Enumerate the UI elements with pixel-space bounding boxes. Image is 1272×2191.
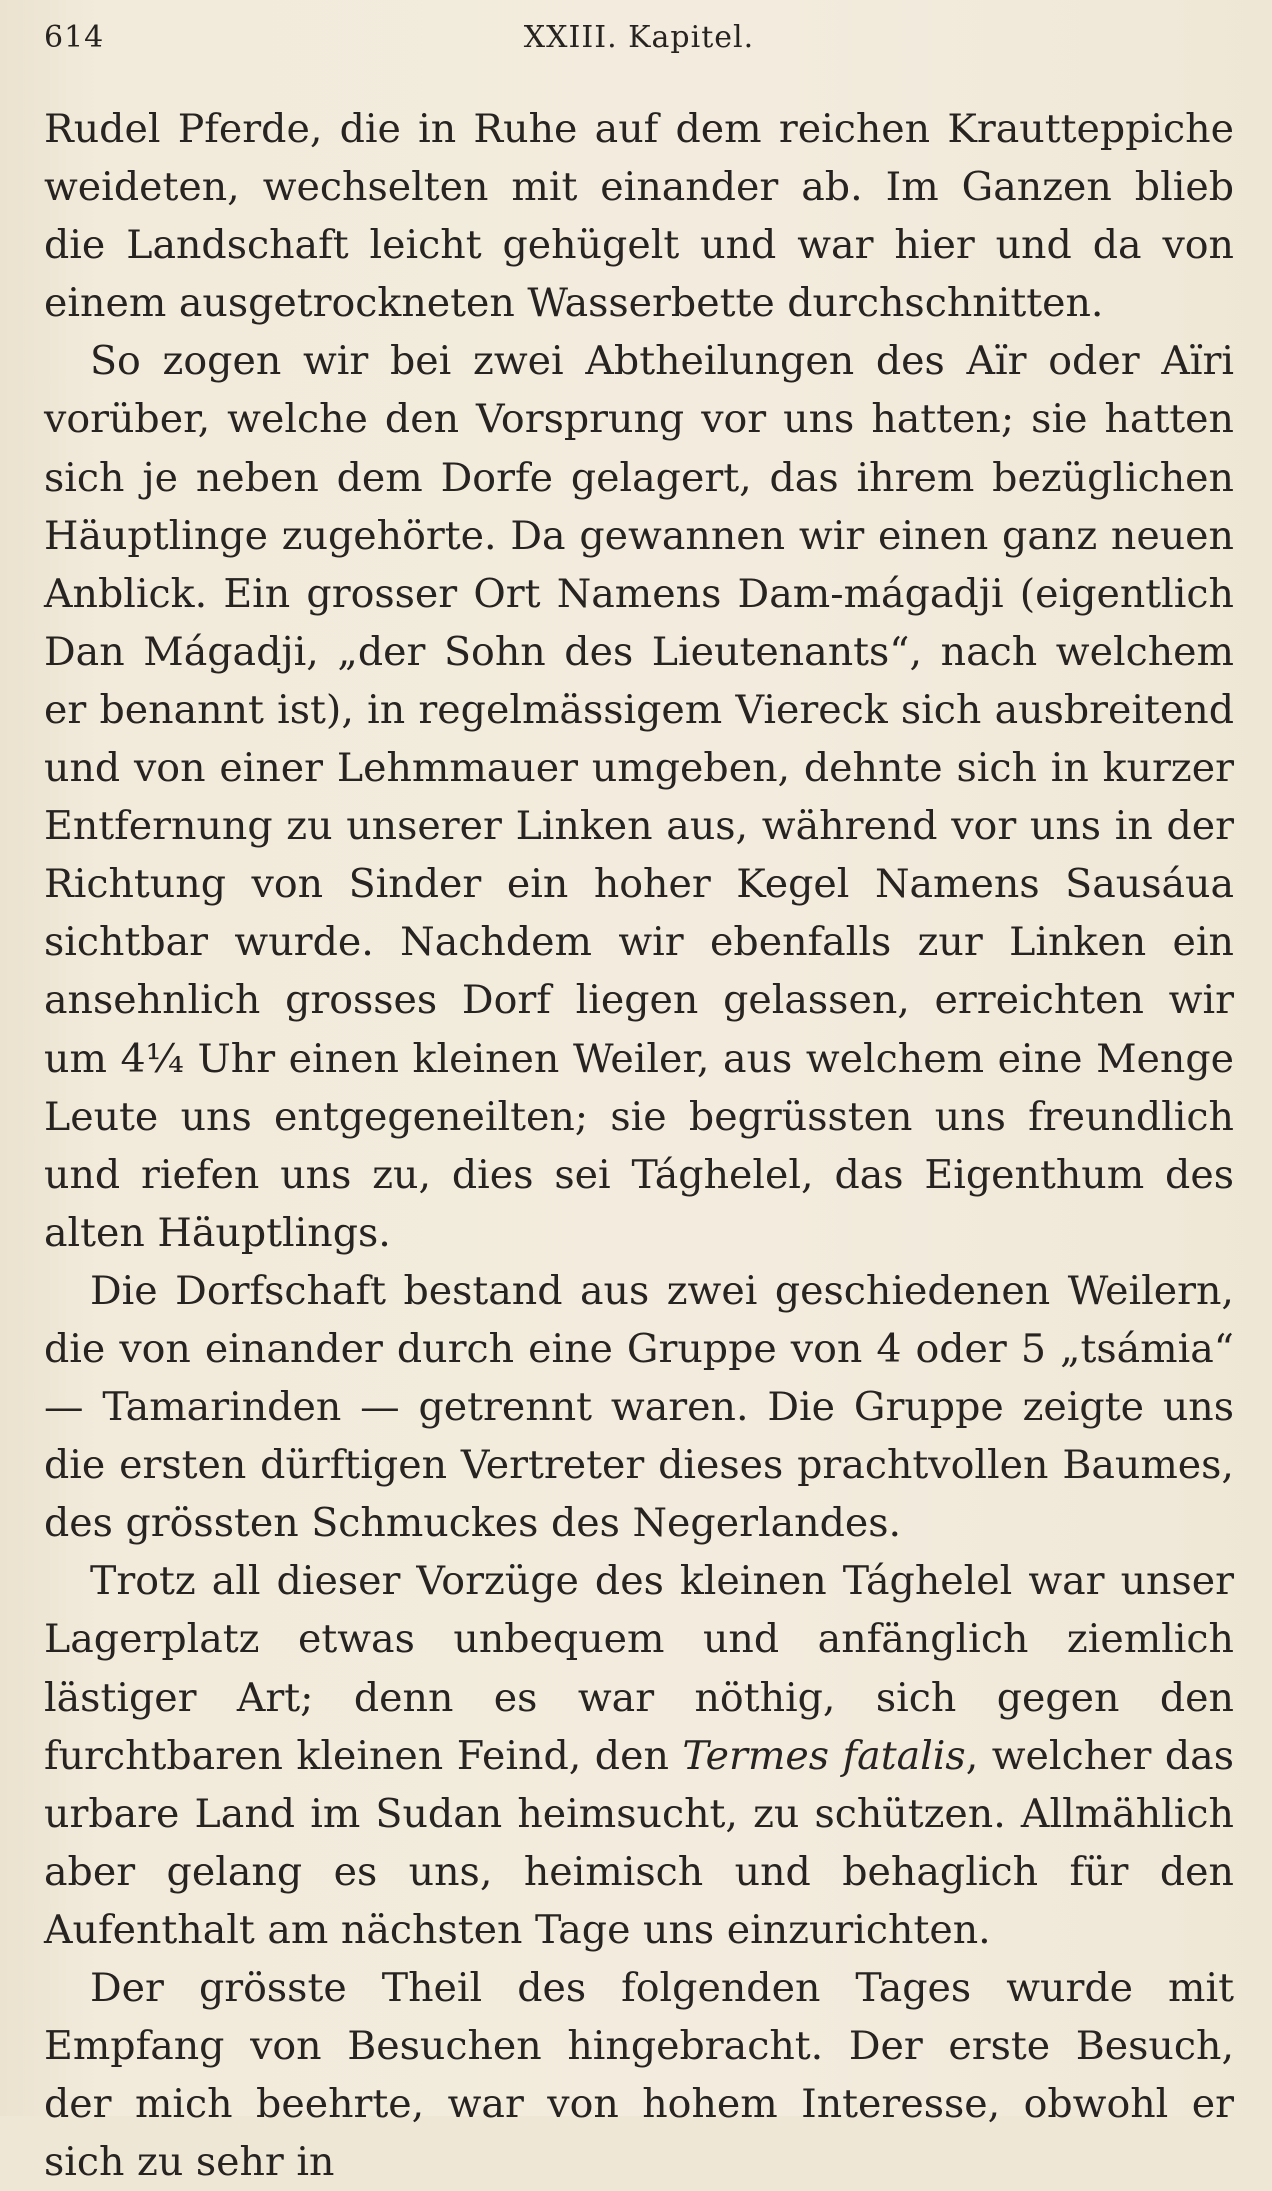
paragraph-4-text-before: Trotz all dieser Vorzüge des kleinen Tághelel war unser Lagerplatz etwas unbequem und anfänglich ziemlich lästiger Art; denn es war nöthig, sich gegen den furchtbaren kleinen Feind, den — [44, 1558, 1234, 1779]
paragraph-5: Der grösste Theil des folgenden Tages wurde mit Empfang von Besuchen hingebracht. Der erste Besuch, der mich beehrte, war von hohem Interesse, obwohl er sich zu sehr in — [44, 1965, 1234, 2186]
paragraph-4 — [44, 1552, 1234, 1959]
running-head: XXIII. Kapitel. — [523, 20, 755, 55]
paragraph-2: So zogen wir bei zwei Abtheilungen des Aïr oder Aïri vorüber, welche den Vorsprung vor uns hatten; sie hatten sich je neben dem Dorfe gelagert, das ihrem bezüglichen Häuptlinge zugehörte. Da gewannen wir einen ganz neuen Anblick. Ein grosser Ort Namens Dam-mágadji (eigentlich Dan Mágadji, „der Sohn des Lieutenants“, nach welchem er benannt ist), in regelmässigem Viereck sich ausbreitend und von einer Lehmmauer umgeben, dehnte sich in kurzer Entfernung zu unserer Linken aus, während vor uns in der Richtung von Sinder ein hoher Kegel Namens Sausáua sichtbar wurde. Nachdem wir ebenfalls zur Linken ein ansehnlich grosses Dorf liegen gelassen, erreichten wir um 4¼ Uhr einen kleinen Weiler, aus welchem eine Menge Leute uns entgegeneilten; sie begrüssten uns freundlich und riefen uns zu, dies sei Tághelel, das Eigenthum des alten Häuptlings. — [44, 338, 1234, 1256]
body-text — [44, 100, 1234, 2191]
paragraph-4-text-after: , welcher das urbare Land im Sudan heimsucht, zu schützen. Allmählich aber gelang es uns, heimisch und behaglich für den Aufenthalt am nächsten Tage uns einzurichten. — [44, 1732, 1234, 1953]
paragraph-3: Die Dorfschaft bestand aus zwei geschiedenen Weilern, die von einander durch eine Gruppe von 4 oder 5 „tsámia“ — Tamarinden — getrennt waren. Die Gruppe zeigte uns die ersten dürftigen Vertreter dieses prachtvollen Baumes, des grössten Schmuckes des Negerlandes. — [44, 1267, 1234, 1547]
paragraph-1: Rudel Pferde, die in Ruhe auf dem reichen Krautteppiche weideten, wechselten mit einander ab. Im Ganzen blieb die Landschaft leicht gehügelt und war hier und da von einem ausgetrockneten Wasserbette durchschnitten. — [44, 106, 1234, 327]
page-header — [44, 20, 1234, 68]
species-name-italic: Termes fatalis — [682, 1732, 966, 1779]
page-number: 614 — [44, 20, 105, 55]
